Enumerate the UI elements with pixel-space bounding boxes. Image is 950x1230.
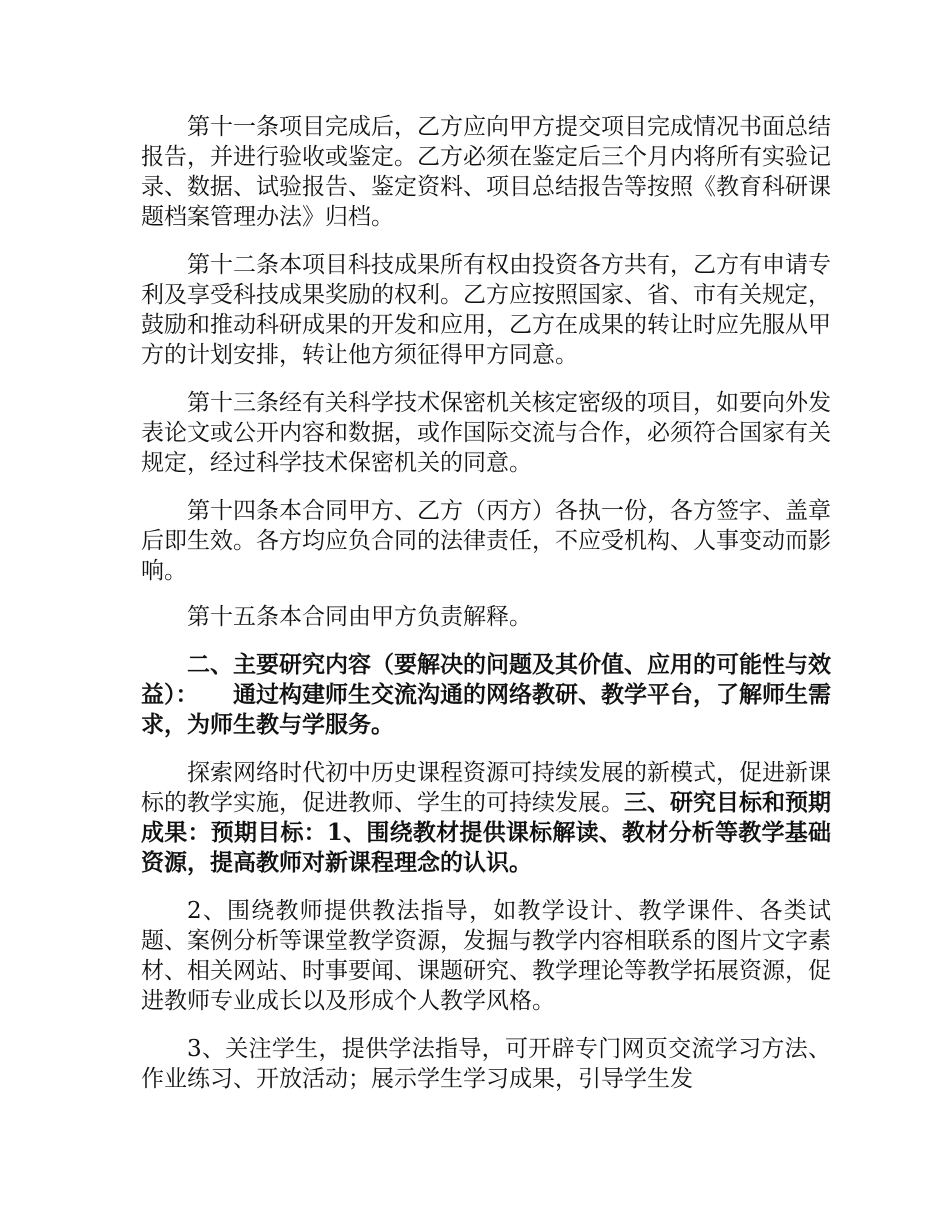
section-2-heading-paragraph: 二、主要研究内容（要解决的问题及其价值、应用的可能性与效益）： 通过构建师生交流沟通的网络教研、教学平台，了解师生需求，为师生教与学服务。 xyxy=(141,651,831,738)
item-3-paragraph: 3、关注学生，提供学法指导，可开辟专门网页交流学习方法、作业练习、开放活动；展示学生学习成果，引导学生发 xyxy=(141,1036,831,1092)
article-15-paragraph: 第十五条本合同由甲方负责解释。 xyxy=(187,604,532,630)
article-13-paragraph: 第十三条经有关科学技术保密机关核定密级的项目，如要向外发表论文或公开内容和数据，或作国际交流与合作，必须符合国家有关规定，经过科学技术保密机关的同意。 xyxy=(141,390,831,476)
item-2-paragraph: 2、围绕教师提供教法指导，如教学设计、教学课件、各类试题、案例分析等课堂教学资源，发掘与教学内容相联系的图片文字素材、相关网站、时事要闻、课题研究、教学理论等教学拓展资源，促进教师专业成长以及形成个人教学风格。 xyxy=(141,898,831,1014)
explore-text: 探索网络时代初中历史课程资源可持续发展的新模式，促进新课标的教学实施，促进教师、学生的可持续发展。 xyxy=(141,760,831,816)
section-3-heading-text: 三、研究目标和预期成果：预期目标：1、围绕教材提供课标解读、教材分析等教学基础资源，提高教师对新课程理念的认识。 xyxy=(141,789,831,876)
explore-paragraph xyxy=(141,758,831,878)
article-14-paragraph: 第十四条本合同甲方、乙方（丙方）各执一份，各方签字、盖章后即生效。各方均应负合同的法律责任，不应受机构、人事变动而影响。 xyxy=(141,498,831,584)
document-body xyxy=(141,112,831,1112)
article-12-paragraph: 第十二条本项目科技成果所有权由投资各方共有，乙方有申请专利及享受科技成果奖励的权利。乙方应按照国家、省、市有关规定，鼓励和推动科研成果的开发和应用，乙方在成果的转让时应先服从甲方的计划安排，转让他方须征得甲方同意。 xyxy=(141,252,831,368)
article-11-paragraph: 第十一条项目完成后，乙方应向甲方提交项目完成情况书面总结报告，并进行验收或鉴定。乙方必须在鉴定后三个月内将所有实验记录、数据、试验报告、鉴定资料、项目总结报告等按照《教育科研课题档案管理办法》归档。 xyxy=(141,114,831,230)
